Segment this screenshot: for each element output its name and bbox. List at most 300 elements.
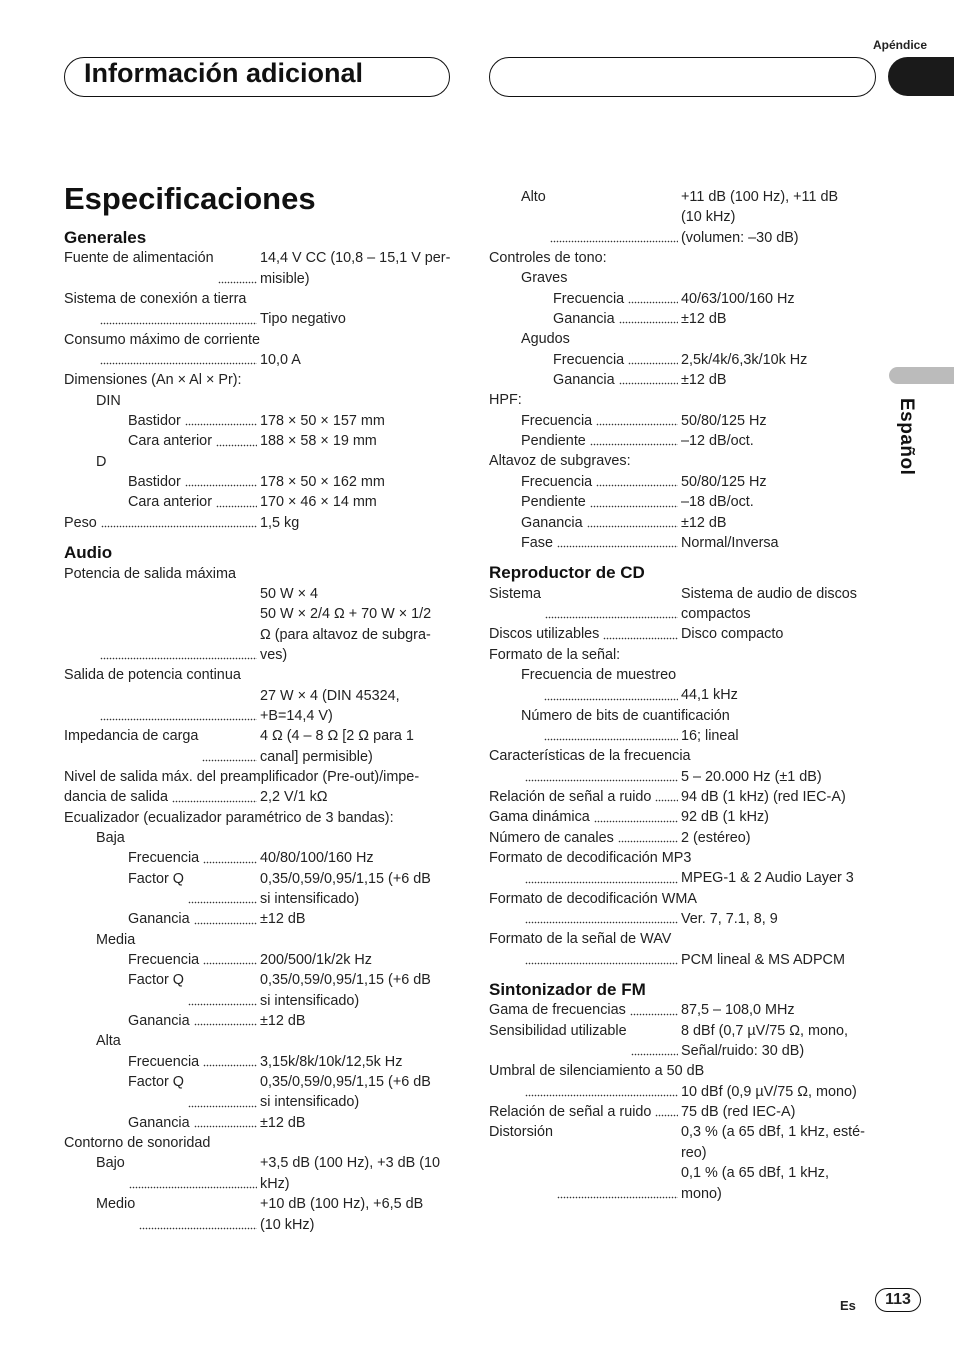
spec-label: Ganancia — [128, 911, 190, 928]
spec-value — [681, 1082, 871, 1102]
language-tab-label: Español — [896, 398, 917, 476]
spec-value — [260, 411, 454, 431]
spec-value — [260, 513, 454, 533]
spec-value-line: 50 W × 2/4 Ω + 70 W × 1/2 — [260, 606, 432, 623]
spec-value — [681, 950, 871, 970]
spec-value-line: 94 dB (1 kHz) (red IEC-A) — [681, 788, 846, 805]
spec-value — [681, 828, 871, 848]
spec-value-line: 0,35/0,59/0,95/1,15 (+6 dB — [260, 870, 431, 887]
spec-row — [64, 350, 454, 370]
spec-value — [681, 685, 871, 705]
dot-leader — [619, 370, 678, 385]
spec-row — [489, 289, 871, 309]
spec-label: Pendiente — [521, 433, 586, 450]
section-heading: Generales — [64, 228, 147, 247]
dot-leader — [203, 1052, 257, 1067]
spec-group-label: Contorno de sonoridad — [64, 1135, 211, 1152]
spec-value — [681, 1102, 871, 1122]
spec-value-line: kHz) — [260, 1175, 290, 1192]
spec-row — [64, 686, 454, 727]
spec-value-line: 14,4 V CC (10,8 – 15,1 V per- — [260, 250, 451, 267]
spec-value-line: canal] permisible) — [260, 748, 373, 765]
spec-label: Frecuencia — [128, 850, 200, 867]
dot-leader — [129, 1153, 257, 1189]
spec-value-line: Señal/ruido: 30 dB) — [681, 1043, 805, 1060]
spec-value-line: ±12 dB — [681, 372, 727, 389]
spec-group-label: Potencia de salida máxima — [64, 565, 236, 582]
spec-row — [489, 868, 871, 888]
spec-column-right — [489, 187, 871, 1204]
dot-leader — [628, 289, 678, 304]
spec-value — [681, 472, 871, 492]
spec-row — [64, 584, 454, 665]
spec-group-label: Características de la frecuencia — [489, 748, 691, 765]
spec-value-line: +10 dB (100 Hz), +6,5 dB — [260, 1196, 424, 1213]
spec-value-line: 1,5 kg — [260, 514, 300, 531]
spec-value-line: misible) — [260, 270, 310, 287]
spec-row — [64, 950, 454, 970]
spec-value-line: 10 dBf (0,9 µV/75 Ω, mono) — [681, 1083, 857, 1100]
dot-leader — [590, 492, 678, 507]
spec-value-line: 87,5 – 108,0 MHz — [681, 1002, 795, 1019]
spec-value-line: Normal/Inversa — [681, 534, 779, 551]
spec-row — [489, 1102, 871, 1122]
spec-row — [64, 970, 454, 1011]
spec-value — [260, 350, 454, 370]
spec-group-label: Nivel de salida máx. del preamplificador (Pre-out)/impe- — [64, 768, 420, 785]
spec-value-line: 0,3 % (a 65 dBf, 1 kHz, esté- — [681, 1124, 865, 1141]
spec-label: Gama dinámica — [489, 809, 590, 826]
spec-label: Cara anterior — [128, 494, 212, 511]
spec-group-label: Umbral de silenciamiento a 50 dB — [489, 1063, 705, 1080]
spec-value — [260, 1153, 454, 1194]
spec-value-line: 2 (estéreo) — [681, 829, 751, 846]
spec-value — [260, 787, 454, 807]
dot-leader — [630, 1000, 678, 1015]
spec-label: dancia de salida — [64, 789, 169, 806]
section-heading: Reproductor de CD — [489, 563, 645, 583]
spec-label: Ganancia — [521, 514, 583, 531]
spec-value-line: +B=14,4 V) — [260, 707, 333, 724]
spec-group-label: Controles de tono: — [489, 250, 607, 267]
dot-leader — [525, 950, 678, 965]
dot-leader — [618, 828, 678, 843]
spec-label: Ganancia — [553, 311, 615, 328]
spec-value-line: ±12 dB — [681, 514, 727, 531]
spec-row — [489, 533, 871, 553]
spec-group-label: Baja — [96, 829, 125, 846]
spec-value-line: 8 dBf (0,7 µV/75 Ω, mono, — [681, 1022, 849, 1039]
spec-value-line: 0,1 % (a 65 dBf, 1 kHz, — [681, 1165, 829, 1182]
spec-value-line: 3,15k/8k/10k/12,5k Hz — [260, 1053, 403, 1070]
dot-leader — [587, 513, 678, 528]
spec-group-label: Salida de potencia continua — [64, 667, 241, 684]
spec-value-line: Ver. 7, 7.1, 8, 9 — [681, 911, 778, 928]
footer-lang-code: Es — [840, 1298, 856, 1313]
spec-group-label: Media — [96, 931, 136, 948]
spec-value-line: compactos — [681, 605, 751, 622]
spec-value — [260, 869, 454, 910]
spec-value — [681, 533, 871, 553]
spec-label: Frecuencia — [553, 351, 625, 368]
spec-value — [260, 1072, 454, 1113]
spec-label: Bajo — [96, 1155, 125, 1172]
spec-value-line: 4 Ω (4 – 8 Ω [2 Ω para 1 — [260, 728, 414, 745]
spec-row — [489, 909, 871, 929]
dot-leader — [185, 472, 257, 487]
spec-value — [681, 1122, 871, 1203]
spec-value-line: 50 W × 4 — [260, 585, 318, 602]
page-title: Especificaciones — [64, 181, 316, 216]
spec-value-line: 5 – 20.000 Hz (±1 dB) — [681, 768, 822, 785]
dot-leader — [619, 309, 678, 324]
spec-group-label: HPF: — [489, 392, 522, 409]
dot-leader — [218, 248, 257, 284]
spec-group-label: D — [96, 453, 107, 470]
spec-label: Factor Q — [128, 972, 184, 989]
spec-group-label: Altavoz de subgraves: — [489, 453, 631, 470]
spec-row — [489, 472, 871, 492]
spec-row — [64, 787, 454, 807]
dot-leader — [101, 513, 257, 528]
spec-row — [489, 807, 871, 827]
spec-value — [681, 726, 871, 746]
spec-value-line: 178 × 50 × 157 mm — [260, 413, 385, 430]
header-empty-frame — [489, 57, 876, 97]
spec-value — [260, 848, 454, 868]
dot-leader — [202, 726, 257, 762]
spec-value — [681, 289, 871, 309]
spec-value — [260, 1113, 454, 1133]
spec-value-line: (10 kHz) — [681, 209, 736, 226]
spec-label: Cara anterior — [128, 433, 212, 450]
spec-value — [260, 950, 454, 970]
spec-group-label: Formato de decodificación WMA — [489, 890, 697, 907]
spec-group-label: Sistema de conexión a tierra — [64, 291, 247, 308]
spec-value-line: 40/80/100/160 Hz — [260, 850, 374, 867]
spec-value-line: ±12 dB — [260, 1114, 306, 1131]
dot-leader — [216, 492, 257, 507]
spec-group-label: Frecuencia de muestreo — [521, 666, 677, 683]
spec-value — [260, 472, 454, 492]
spec-value-line: 2,5k/4k/6,3k/10k Hz — [681, 351, 808, 368]
spec-label: Ganancia — [553, 372, 615, 389]
spec-value — [681, 787, 871, 807]
spec-label: Distorsión — [489, 1124, 553, 1141]
dot-leader — [203, 950, 257, 965]
spec-label: Impedancia de carga — [64, 728, 199, 745]
spec-label: Frecuencia — [128, 952, 200, 969]
spec-value — [681, 411, 871, 431]
spec-value — [260, 309, 454, 329]
dot-leader — [185, 411, 257, 426]
spec-row — [489, 1000, 871, 1020]
language-tab-marker — [889, 367, 954, 384]
spec-value-line: 40/63/100/160 Hz — [681, 290, 795, 307]
spec-value-line: (volumen: –30 dB) — [681, 229, 799, 246]
spec-label: Frecuencia — [128, 1053, 200, 1070]
spec-value — [260, 248, 454, 289]
spec-value-line: 200/500/1k/2k Hz — [260, 952, 372, 969]
dot-leader — [194, 909, 257, 924]
spec-group-label: Graves — [521, 270, 568, 287]
spec-row — [489, 584, 871, 625]
dot-leader — [100, 686, 257, 722]
dot-leader — [194, 1113, 257, 1128]
spec-value-line: 10,0 A — [260, 352, 301, 369]
spec-value-line: si intensificado) — [260, 1094, 360, 1111]
spec-label: Relación de señal a ruido — [489, 1104, 652, 1121]
spec-value — [260, 1052, 454, 1072]
dot-leader — [525, 767, 678, 782]
spec-group-label: Formato de la señal: — [489, 646, 621, 663]
spec-value-line: ±12 dB — [681, 311, 727, 328]
dot-leader — [603, 624, 678, 639]
dot-leader — [550, 187, 678, 243]
spec-row — [64, 411, 454, 431]
spec-group-label: Dimensiones (An × Al × Pr): — [64, 372, 242, 389]
spec-row — [489, 187, 871, 248]
spec-value-line: –18 dB/oct. — [681, 494, 754, 511]
spec-value-line: MPEG-1 & 2 Audio Layer 3 — [681, 870, 854, 887]
spec-value-line: 50/80/125 Hz — [681, 412, 767, 429]
spec-group-label: Consumo máximo de corriente — [64, 331, 260, 348]
header-title: Información adicional — [84, 58, 364, 88]
section-gap — [64, 533, 454, 543]
spec-label: Fuente de alimentación — [64, 250, 214, 267]
dot-leader — [216, 431, 257, 446]
page-number: 113 — [875, 1288, 921, 1312]
spec-label: Factor Q — [128, 870, 184, 887]
dot-leader — [655, 787, 678, 802]
spec-label: Factor Q — [128, 1074, 184, 1091]
spec-row — [489, 726, 871, 746]
spec-label: Frecuencia — [521, 473, 593, 490]
spec-value — [681, 584, 871, 625]
dot-leader — [100, 584, 257, 660]
section-heading: Sintonizador de FM — [489, 980, 646, 1000]
spec-row — [489, 828, 871, 848]
spec-value-line: mono) — [681, 1185, 722, 1202]
spec-label: Ganancia — [128, 1013, 190, 1030]
spec-label: Bastidor — [128, 474, 181, 491]
spec-row — [489, 1082, 871, 1102]
spec-value — [681, 431, 871, 451]
spec-group-label: Formato de la señal de WAV — [489, 931, 672, 948]
dot-leader — [544, 685, 678, 700]
dot-leader — [188, 970, 257, 1006]
dot-leader — [100, 309, 257, 324]
spec-value-line: 2,2 V/1 kΩ — [260, 789, 328, 806]
spec-value-line: 170 × 46 × 14 mm — [260, 494, 377, 511]
spec-group-label: DIN — [96, 392, 121, 409]
spec-value — [681, 624, 871, 644]
spec-value-line: reo) — [681, 1144, 707, 1161]
dot-leader — [590, 431, 678, 446]
dot-leader — [100, 350, 257, 365]
spec-row — [64, 513, 454, 533]
dot-leader — [596, 411, 678, 426]
dot-leader — [557, 533, 678, 548]
dot-leader — [203, 848, 257, 863]
spec-value-line: 16; lineal — [681, 727, 739, 744]
spec-label: Peso — [64, 514, 97, 531]
spec-value-line: Tipo negativo — [260, 311, 346, 328]
spec-row — [64, 309, 454, 329]
spec-value — [681, 370, 871, 390]
spec-value — [260, 1194, 454, 1235]
spec-label: Discos utilizables — [489, 626, 600, 643]
spec-value-line: 0,35/0,59/0,95/1,15 (+6 dB — [260, 972, 431, 989]
dot-leader — [525, 1082, 678, 1097]
spec-row — [64, 1194, 454, 1235]
spec-row — [489, 370, 871, 390]
dot-leader — [655, 1102, 678, 1117]
spec-row — [489, 492, 871, 512]
spec-value — [260, 431, 454, 451]
spec-label: Ganancia — [128, 1114, 190, 1131]
spec-value — [260, 584, 454, 665]
spec-label: Bastidor — [128, 413, 181, 430]
spec-row — [489, 787, 871, 807]
spec-value — [260, 492, 454, 512]
spec-value — [681, 1021, 871, 1062]
dot-leader — [628, 350, 678, 365]
spec-value-line: (10 kHz) — [260, 1216, 315, 1233]
spec-value — [681, 909, 871, 929]
spec-value — [681, 187, 871, 248]
spec-value — [260, 909, 454, 929]
spec-label: Medio — [96, 1196, 136, 1213]
spec-group-label: Alta — [96, 1033, 121, 1050]
spec-row — [64, 1011, 454, 1031]
spec-label: Gama de frecuencias — [489, 1002, 626, 1019]
dot-leader — [545, 584, 678, 620]
dot-leader — [557, 1122, 678, 1198]
spec-value-line: 50/80/125 Hz — [681, 473, 767, 490]
spec-row — [489, 950, 871, 970]
spec-value — [681, 513, 871, 533]
spec-value — [260, 726, 454, 767]
spec-row — [489, 309, 871, 329]
dot-leader — [172, 787, 257, 802]
spec-row — [489, 513, 871, 533]
spec-group-label: Número de bits de cuantificación — [521, 707, 730, 724]
spec-row — [64, 869, 454, 910]
spec-row — [64, 248, 454, 289]
spec-value-line: Sistema de audio de discos — [681, 585, 857, 602]
spec-value-line: 44,1 kHz — [681, 687, 738, 704]
spec-label: Relación de señal a ruido — [489, 788, 652, 805]
spec-group-label: Formato de decodificación MP3 — [489, 850, 692, 866]
spec-value-line: PCM lineal & MS ADPCM — [681, 951, 845, 968]
spec-value — [681, 807, 871, 827]
spec-label: Frecuencia — [521, 412, 593, 429]
spec-row — [64, 492, 454, 512]
dot-leader — [544, 726, 678, 741]
spec-row — [489, 1021, 871, 1062]
section-gap — [489, 553, 871, 563]
spec-value — [260, 1011, 454, 1031]
spec-value-line: 178 × 50 × 162 mm — [260, 474, 385, 491]
spec-row — [489, 1122, 871, 1203]
spec-value-line: +3,5 dB (100 Hz), +3 dB (10 — [260, 1155, 440, 1172]
spec-row — [64, 726, 454, 767]
spec-value — [681, 767, 871, 787]
spec-column-left — [64, 228, 454, 1235]
dot-leader — [631, 1021, 678, 1057]
spec-row — [64, 1072, 454, 1113]
spec-value-line: 188 × 58 × 19 mm — [260, 433, 377, 450]
spec-label: Fase — [521, 534, 553, 551]
spec-value-line: ±12 dB — [260, 1013, 306, 1030]
spec-value-line: Disco compacto — [681, 626, 784, 643]
spec-row — [489, 431, 871, 451]
spec-label: Alto — [521, 189, 546, 205]
spec-row — [64, 472, 454, 492]
spec-row — [489, 411, 871, 431]
spec-row — [64, 909, 454, 929]
spec-label: Número de canales — [489, 829, 614, 846]
spec-value-line: 0,35/0,59/0,95/1,15 (+6 dB — [260, 1074, 431, 1091]
spec-row — [489, 624, 871, 644]
spec-group-label: Ecualizador (ecualizador paramétrico de 3 bandas): — [64, 809, 394, 826]
spec-row — [489, 350, 871, 370]
spec-value-line: si intensificado) — [260, 891, 360, 907]
dot-leader — [194, 1011, 257, 1026]
spec-value — [681, 492, 871, 512]
spec-group-label: Agudos — [521, 331, 570, 348]
section-label: Apéndice — [872, 38, 927, 52]
spec-value-line: si intensificado) — [260, 992, 360, 1009]
spec-value — [681, 1000, 871, 1020]
spec-value-line: ±12 dB — [260, 911, 306, 928]
section-heading: Audio — [64, 543, 113, 563]
spec-value-line: 92 dB (1 kHz) — [681, 809, 769, 826]
spec-label: Sistema — [489, 585, 541, 602]
spec-value-line: +11 dB (100 Hz), +11 dB — [681, 189, 839, 205]
spec-row — [64, 1153, 454, 1194]
spec-value — [681, 350, 871, 370]
spec-label: Sensibilidad utilizable — [489, 1022, 627, 1039]
spec-value-line: Ω (para altavoz de subgra- — [260, 626, 431, 643]
dot-leader — [188, 1072, 257, 1108]
spec-row — [64, 1052, 454, 1072]
spec-row — [64, 1113, 454, 1133]
dot-leader — [525, 868, 678, 883]
dot-leader — [596, 472, 678, 487]
spec-value-line: 27 W × 4 (DIN 45324, — [260, 687, 400, 704]
spec-value-line: –12 dB/oct. — [681, 433, 754, 450]
section-gap — [489, 970, 871, 980]
dot-leader — [188, 869, 257, 905]
header-tab — [888, 57, 954, 96]
spec-value — [681, 309, 871, 329]
spec-row — [64, 431, 454, 451]
spec-value — [681, 868, 871, 888]
spec-row — [489, 767, 871, 787]
spec-row — [489, 685, 871, 705]
spec-label: Frecuencia — [553, 290, 625, 307]
dot-leader — [525, 909, 678, 924]
spec-value — [260, 686, 454, 727]
spec-row — [64, 848, 454, 868]
spec-label: Pendiente — [521, 494, 586, 511]
dot-leader — [139, 1194, 257, 1230]
spec-value-line: ves) — [260, 646, 288, 663]
spec-value-line: 75 dB (red IEC-A) — [681, 1104, 796, 1121]
spec-value — [260, 970, 454, 1011]
